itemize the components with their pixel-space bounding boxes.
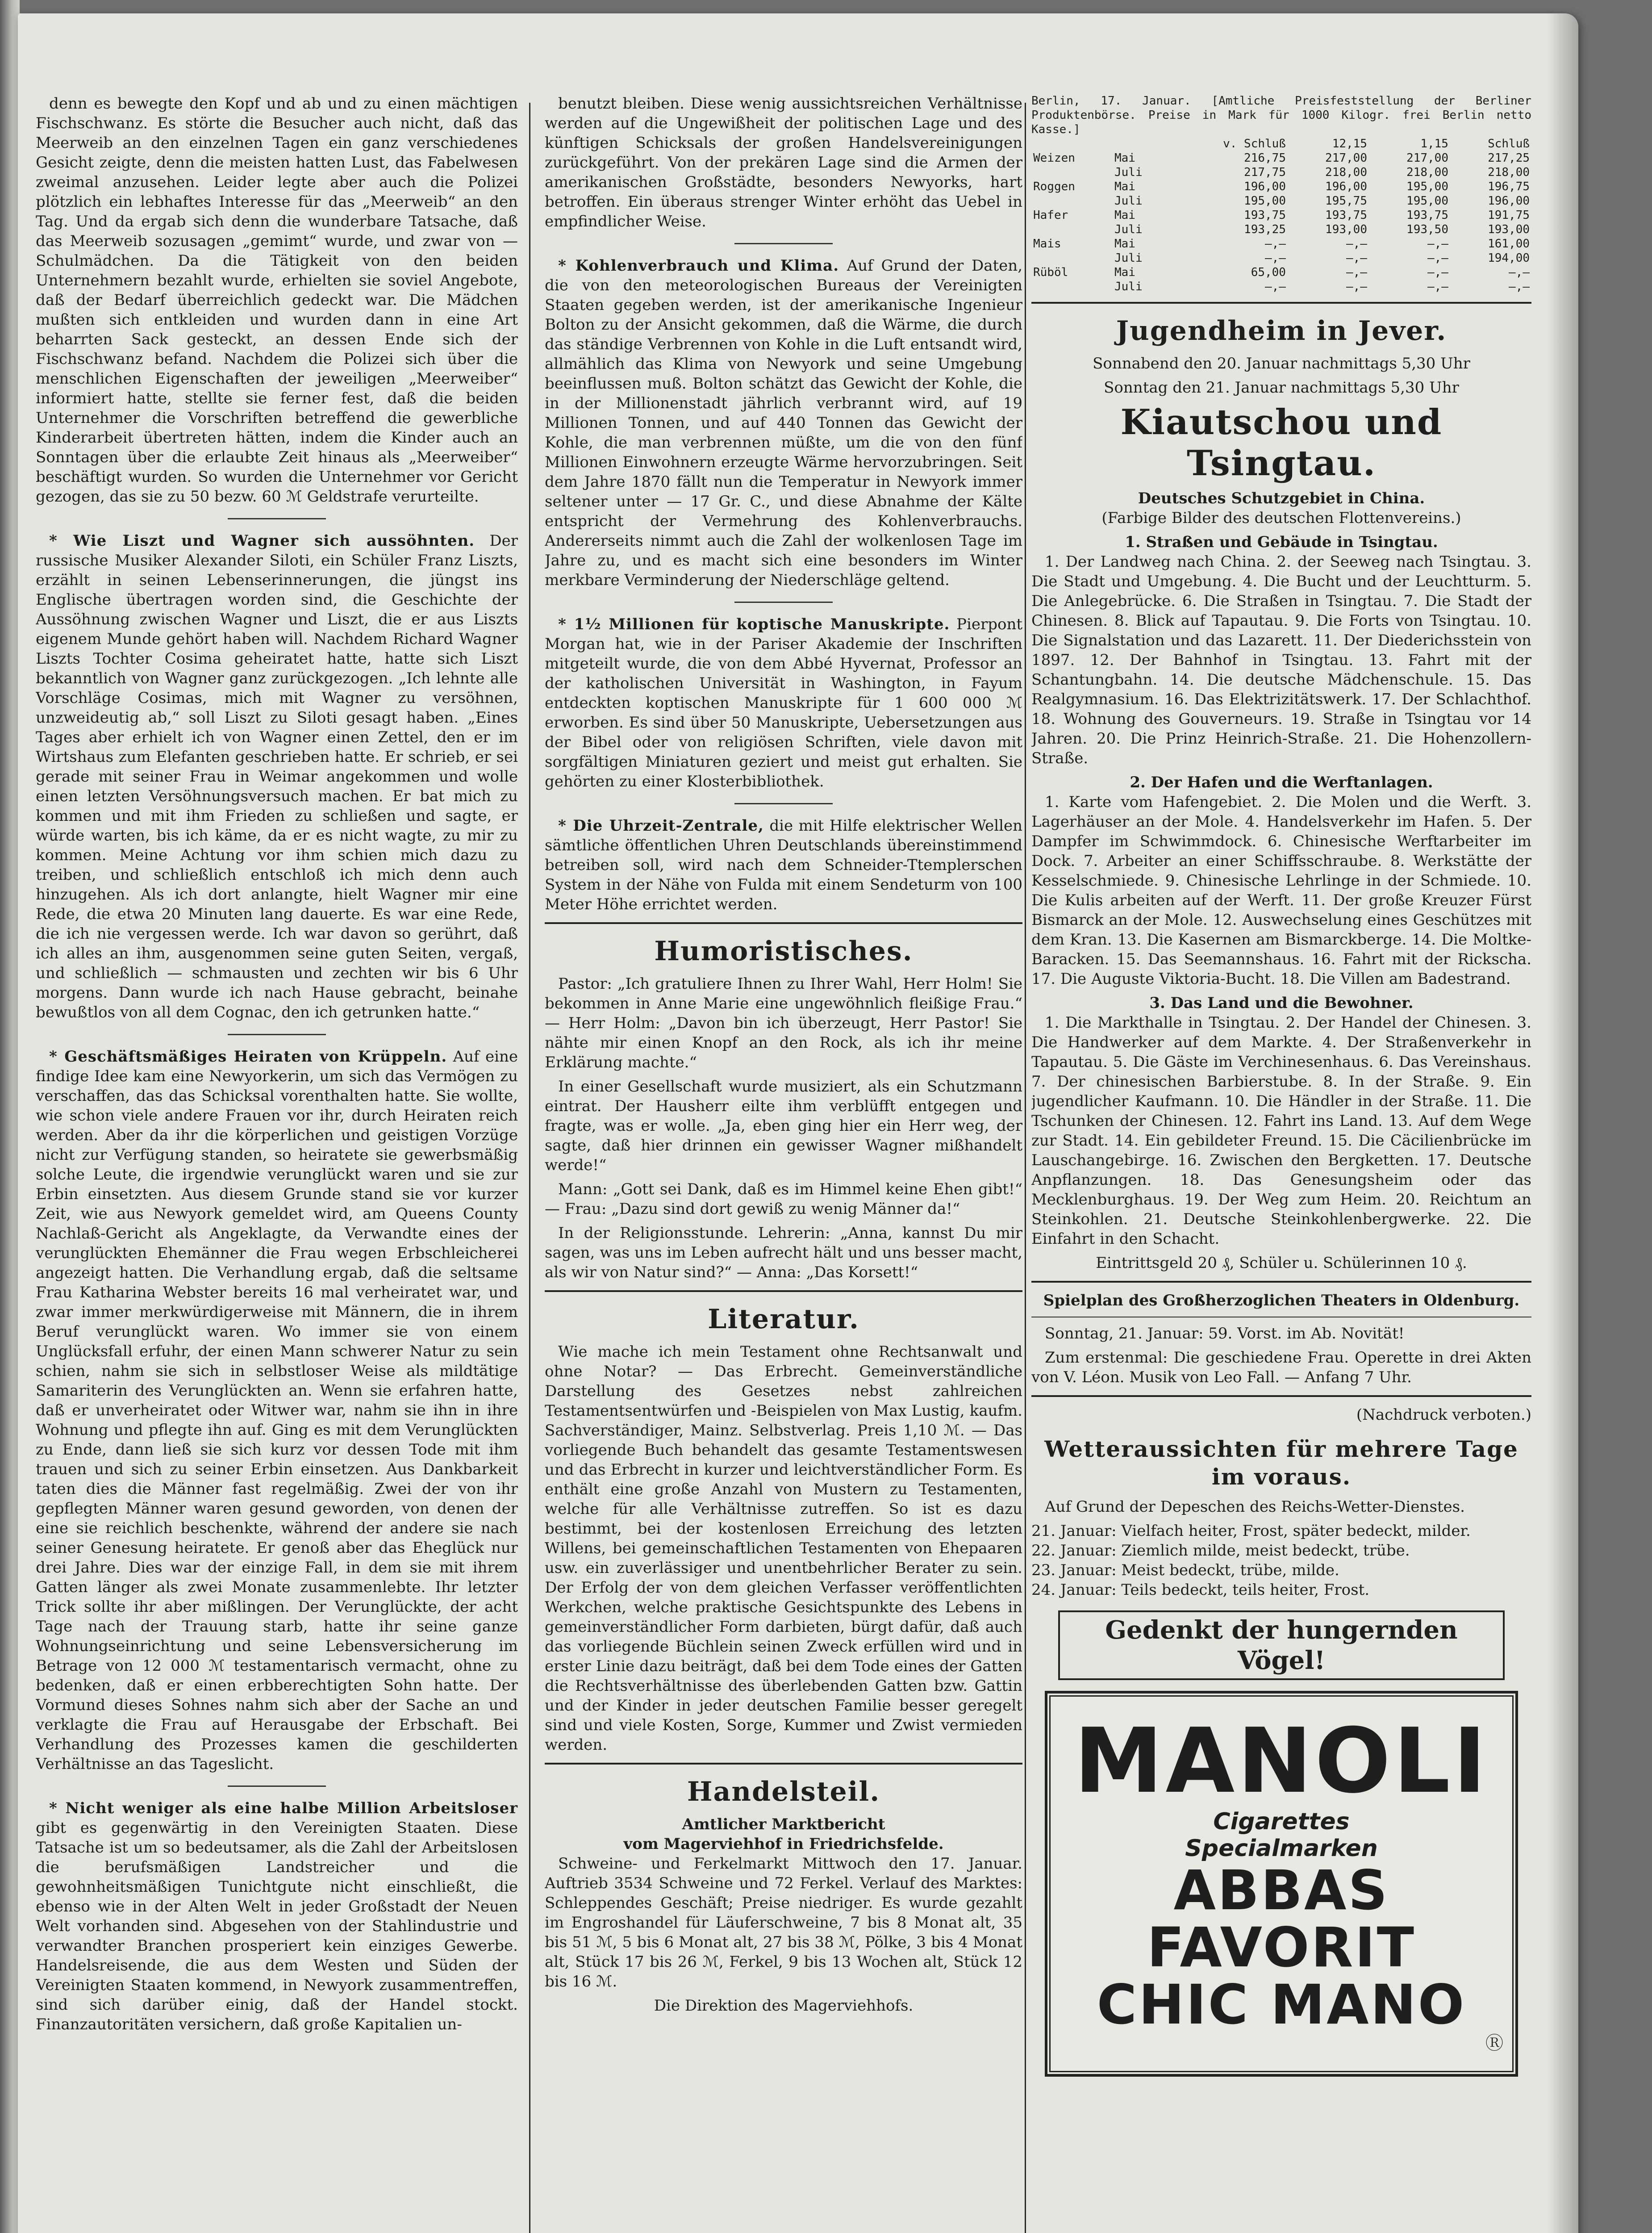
table-header-cell	[1031, 137, 1113, 151]
table-cell: 193,00	[1488, 223, 1530, 236]
ad-brand-variant: ABBAS	[1173, 1859, 1389, 1922]
article-title: * Nicht weniger als eine halbe Million Arbeitsloser	[49, 1799, 518, 1817]
article-separator	[734, 602, 833, 603]
youth-home-heading: Jugendheim in Jever.	[1116, 315, 1447, 347]
table-cell: —,—	[1265, 237, 1286, 251]
market-report-title: Amtlicher Marktbericht	[682, 1815, 885, 1833]
table-cell: 193,75	[1325, 209, 1367, 222]
admission-fee: Eintrittsgeld 20 ₰, Schüler u. Schülerinnen 10 ₰.	[1096, 1254, 1467, 1272]
section-rule	[545, 1290, 1022, 1292]
table-cell: 191,75	[1488, 209, 1530, 222]
ad-product-line: Cigarettes	[1213, 1808, 1350, 1835]
market-report-subtitle: vom Magerviehhof in Friedrichsfelde.	[623, 1835, 944, 1853]
table-header-cell: Schluß	[1488, 137, 1530, 151]
market-report-signature: Die Direktion des Magerviehhofs.	[654, 1997, 914, 2015]
table-cell: 195,75	[1325, 194, 1367, 208]
article-separator	[228, 518, 326, 519]
article-paragraph: denn es bewegte den Kopf und ab und zu einen mächtigen Fischschwanz. Es störte die Besucher auch nicht, daß das Meerweib an den einzelnen Tagen ein ganz verschiedenes Gesicht zeigte, denn die meisten hatten Lust, das Fabelwesen zweimal anzusehen. Leider legte aber auch die Polizei plötzlich ein lebhaftes Interesse für das „Meerweib“ an den Tag. Und da ergab sich denn die wunderbare Tatsache, daß das Meerweib sozusagen „gemimt“ wurde, und zwar von — Schulmädchen. Da die Tätigkeit von den beiden Unternehmern bezahlt wurde, erhielten sie soviel Angebote, daß der Bedarf überreichlich gedeckt war. Die Mädchen mußten sich entkleiden und wurden dann in eine Art beharrten Sack gesteckt, an dessen Ende sich der Fischschwanz befand. Nachdem die Polizei sich über die menschlichen Eigenschaften der jeweiligen „Meerweiber“ informiert hatte, stellte sie ferner fest, daß die beiden Unternehmer die Vorschriften betreffend die gewerbliche Kinderarbeit übertreten hätten, indem die Kinder auch an Sonntagen über die erlaubte Zeit hinaus als „Meerweiber“ beschäftigt wurden. So wurden die Unternehmer vor Gericht gezogen, das sie zu 50 bezw. 60 ℳ Geldstrafe verurteilte.	[36, 95, 518, 506]
program-section-text: 1. Die Markthalle in Tsingtau. 2. Der Handel der Chinesen. 3. Die Handwerker auf dem Markte. 4. Der Straßenverkehr in Tapautau. 5. Die Gäste im Verchinesenhaus. 6. Das Vereinshaus. 7. Der chinesischen Barbierstube. 8. In der Straße. 9. Ein jugendlicher Kaufmann. 10. Die Händler in der Straße. 11. Die Tschunken der Chinesen. 12. Fahrt ins Land. 13. Auf dem Wege zur Stadt. 14. Ein gebildeter Freund. 15. Die Cäcilienbrücke im Lauschangebirge. 16. Zwischen den Bergketten. 17. Deutsche Anpflanzungen. 18. Das Genesungsheim oder das Mecklenburghaus. 19. Der Weg zum Heim. 20. Reichtum an Steinkohlen. 21. Deutsche Steinkohlenbergwerke. 22. Die Einfahrt in den Schacht.	[1031, 1014, 1531, 1248]
table-cell: 217,00	[1325, 151, 1367, 165]
table-row	[1031, 237, 1531, 251]
table-cell	[1031, 251, 1113, 265]
table-cell: Mais	[1033, 237, 1061, 251]
column-left	[36, 94, 518, 2233]
article-paragraph	[36, 1047, 518, 1774]
article-title: * 1½ Millionen für koptische Manuskripte.	[558, 615, 950, 633]
table-cell: —,—	[1346, 266, 1367, 279]
article-separator	[734, 803, 833, 804]
weather-line: 23. Januar: Meist bedeckt, trübe, milde.	[1031, 1561, 1339, 1579]
program-section-text: 1. Der Landweg nach China. 2. der Seeweg nach Tsingtau. 3. Die Stadt und Umgebung. 4. Die Bucht und der Leuchtturm. 5. Die Anlegebrücke. 6. Die Straßen in Tsingtau. 7. Die Stadt der Chinesen. 8. Blick auf Tapautau. 9. Die Forts von Tsingtau. 10. Die Signalstation und das Lazarett. 11. Der Diederichsstein von 1897. 12. Der Bahnhof in Tsingtau. 13. Fahrt mit der Schantungbahn. 14. Die deutsche Mädchenschule. 15. Das Realgymnasium. 16. Das Elektrizitätswerk. 17. Der Schlachthof. 18. Wohnung des Gouverneurs. 19. Straße in Tsingtau vor 14 Jahren. 20. Die Prinz Heinrich-Straße. 21. Die Hohenzollern-Straße.	[1031, 553, 1531, 767]
theater-heading: Spielplan des Großherzoglichen Theaters in Oldenburg.	[1043, 1292, 1520, 1309]
table-cell: 193,25	[1244, 223, 1286, 236]
table-cell	[1031, 222, 1113, 237]
article-paragraph: benutzt bleiben. Diese wenig aussichtsreichen Verhältnisse werden auf die Ungewißheit der politischen Lage und des künftigen Schicksals der großen Handelsvereinigungen zurückgeführt. Von der prekären Lage sind die Armen der amerikanischen Großstädte, besonders Newyorks, hart betroffen. Ein überaus strenger Winter erhöht das Uebel in empfindlicher Weise.	[545, 95, 1022, 230]
ad-brand-variant: FAVORIT	[1147, 1916, 1416, 1979]
section-rule	[1031, 302, 1531, 304]
theater-line: Sonntag, 21. Januar: 59. Vorst. im Ab. Novität!	[1045, 1325, 1405, 1342]
theater-line: Zum erstenmal: Die geschiedene Frau. Operette in drei Akten von V. Léon. Musik von Leo Fall. — Anfang 7 Uhr.	[1031, 1349, 1531, 1386]
table-header-row	[1031, 137, 1531, 151]
table-row	[1031, 208, 1531, 222]
event-date: Sonnabend den 20. Januar nachmittags 5,30 Uhr	[1093, 355, 1470, 372]
table-cell: —,—	[1265, 280, 1286, 293]
ad-product-line: Specialmarken	[1185, 1835, 1378, 1862]
article-separator	[228, 1786, 326, 1787]
table-cell: —,—	[1427, 251, 1448, 265]
table-cell: 196,00	[1325, 180, 1367, 193]
humor-paragraph: In der Religionsstunde. Lehrerin: „Anna, kannst Du mir sagen, was uns im Leben aufrecht hält und uns besser macht, als wir von Natur sind?“ — Anna: „Das Korsett!“	[545, 1224, 1022, 1281]
table-cell: 218,00	[1406, 166, 1448, 179]
table-cell: 65,00	[1251, 266, 1286, 279]
table-cell: 193,75	[1406, 209, 1448, 222]
table-cell: 195,00	[1406, 194, 1448, 208]
table-cell: Juli	[1114, 251, 1143, 265]
table-cell: Mai	[1114, 237, 1135, 251]
column-rule	[529, 103, 530, 2233]
table-cell: 193,00	[1325, 223, 1367, 236]
humor-paragraph: In einer Gesellschaft wurde musiziert, als ein Schutzmann eintrat. Der Hausherr eilte ihm verblüfft entgegen und fragte, was er wolle. „Ja, eben ging hier ein Herr weg, der sagte, daß hier drinnen ein gewisser Wagner mißhandelt werde!“	[545, 1078, 1022, 1174]
table-cell: 194,00	[1488, 251, 1530, 265]
table-row	[1031, 222, 1531, 237]
literature-paragraph: Wie mache ich mein Testament ohne Rechtsanwalt und ohne Notar? — Das Erbrecht. Gemeinverständliche Darstellung des Gesetzes nebst zahlreichen Testamentsentwürfen und -Beispielen von Max Lustig, kaufm. Sachverständiger, Mainz. Selbstverlag. Preis 1,10 ℳ. — Das vorliegende Buch behandelt das gesamte Testamentswesen und das Erbrecht in kurzer und leichtverständlicher Form. Es enthält eine große Anzahl von Mustern zu Testamenten, welche für alle Verhältnisse zutreffen. So ist es dazu bestimmt, bei der kostenlosen Erreichung des letzten Willens, bei gemeinschaftlichen Testamenten von Ehepaaren usw. ein zuverlässiger und unentbehrlicher Berater zu sein. Der Erfolg der von dem gleichen Verfasser veröffentlichten Werkchen, welche praktische Gesichtspunkte des Lebens in gemeinverständlicher Form darbieten, bürgt dafür, daß auch das vorliegende Büchlein seinen Zweck erfüllen wird und in erster Linie dazu beiträgt, daß bei dem Tode eines der Gatten die Rechtsverhältnisse des überlebenden Gatten bzw. Gattin und der Kinder in jeder deutschen Familie besser geregelt sind und viele Kosten, Sorge, Kummer und Zwist vermieden werden.	[545, 1343, 1022, 1754]
commodity-price-table	[1031, 137, 1531, 294]
table-cell: Mai	[1114, 266, 1135, 279]
column-right	[1031, 94, 1531, 2233]
table-cell: —,—	[1427, 280, 1448, 293]
table-header-cell: 1,15	[1420, 137, 1448, 151]
article-text: die mit Hilfe elektrischer Wellen sämtliche öffentlichen Uhren Deutschlands übereinstimmend betreiben soll, wird nach dem Schneider-Ttemplerschen System in der Nähe von Fulda mit einem Sendeturm von 100 Meter Höhe errichtet werden.	[545, 817, 1022, 913]
event-date: Sonntag den 21. Januar nachmittags 5,30 Uhr	[1104, 379, 1459, 397]
lecture-note: (Farbige Bilder des deutschen Flottenvereins.)	[1101, 509, 1461, 527]
table-row	[1031, 280, 1531, 294]
table-cell: —,—	[1427, 237, 1448, 251]
column-middle	[545, 94, 1022, 2233]
registered-mark-icon: Ⓡ	[1485, 2033, 1503, 2053]
table-cell: Mai	[1114, 151, 1135, 165]
program-section-heading: 1. Straßen und Gebäude in Tsingtau.	[1125, 533, 1438, 551]
table-cell: 196,75	[1488, 180, 1530, 193]
table-cell: Juli	[1114, 194, 1143, 208]
table-cell: Mai	[1114, 180, 1135, 193]
article-paragraph	[545, 816, 1022, 914]
table-cell	[1031, 280, 1113, 294]
table-row	[1031, 251, 1531, 265]
table-cell: Rüböl	[1033, 266, 1068, 279]
article-text: Auf eine findige Idee kam eine Newyorkerin, um sich das Vermögen zu verschaffen, das das Schicksal vorenthalten hatte. Sie wollte, wie schon viele andere Frauen vor ihr, durch Heiraten reich werden. Aber da ihr die körperlichen und geistigen Vorzüge nicht zur Verfügung standen, so heiratete sie gewerbsmäßig solche Leute, die irgendwie verunglückt waren und sie zur Erbin einsetzten. Aus diesem Grunde stand sie vor kurzer Zeit, wie aus Newyork gemeldet wird, am Queens County Nachlaß-Gericht als Angeklagte, da Verwandte eines der verunglückten Ehemänner die Frau wegen Erbschleicherei angezeigt hatten. Die Verhandlung ergab, daß die seltsame Frau Katharina Webster bereits 16 mal verheiratet war, und zwar immer merkwürdigerweise mit Männern, die in ihrem Beruf verunglückt waren. Wo immer sie von einem Unglücksfall erfuhr, der einen Mann schwerer Natur zu sein schien, nahm sie sich in selbstloser Weise als mildtätige Samariterin des Verunglückten an. Wenn sie erfahren hatte, daß er unverheiratet oder Witwer war, nahm sie ihn in ihre Wohnung und pflegte ihn auf. Ging es mit dem Verunglückten zu Ende, dann ließ sie sich kurz vor dessen Tode mit ihm trauen und sich zu seiner Erbin einsetzen. Aus Dankbarkeit taten dies die Männer fast regelmäßig. Zwei der von ihr gepflegten Männer waren gesund geworden, von denen der eine sie reichlich beschenkte, während der andere sie nach seiner Genesung heiratete. Er genoß aber das Eheglück nur drei Jahre. Dies war der einzige Fall, in dem sie mit ihrem Gatten länger als zwei Monate zusammenlebte. Ihr letzter Trick sollte ihr aber mißlingen. Der Verunglückte, der acht Tage nach der Trauung starb, hatte ihr seine ganze Wohnungseinrichtung und seine Lebensversicherung im Betrage von 12 000 ℳ testamentarisch vermacht, ohne zu bedenken, daß er einen erbberechtigten Sohn hatte. Der Vormund dieses Sohnes nahm sich aber der Sache an und verklagte die Frau auf Herausgabe der Erbschaft. Bei Verhandlung des Prozesses kamen die geschilderten Verhältnisse an das Tageslicht.	[36, 1048, 518, 1773]
section-rule	[1031, 1395, 1531, 1397]
ad-brand-variant: CHIC MANO	[1097, 1973, 1466, 2036]
table-cell: —,—	[1346, 280, 1367, 293]
table-cell: Weizen	[1033, 151, 1075, 165]
table-cell: Juli	[1114, 166, 1143, 179]
table-cell: —,—	[1265, 251, 1286, 265]
weather-intro: Auf Grund der Depeschen des Reichs-Wetter-Dienstes.	[1045, 1498, 1465, 1516]
table-cell: Hafer	[1033, 209, 1068, 222]
table-cell: 161,00	[1488, 237, 1530, 251]
article-paragraph	[36, 1798, 518, 2034]
table-header-cell: v. Schluß	[1223, 137, 1286, 151]
table-cell: Juli	[1114, 280, 1143, 293]
table-row	[1031, 194, 1531, 208]
table-cell: —,—	[1346, 237, 1367, 251]
table-cell	[1031, 165, 1113, 180]
section-rule	[545, 1763, 1022, 1765]
ad-brand-name: MANOLI	[1074, 1709, 1489, 1813]
table-cell: —,—	[1509, 266, 1530, 279]
table-row	[1031, 165, 1531, 180]
article-paragraph	[545, 256, 1022, 590]
table-cell: 218,00	[1488, 166, 1530, 179]
table-cell: Roggen	[1033, 180, 1075, 193]
table-cell: 193,50	[1406, 223, 1448, 236]
bird-notice-box: Gedenkt der hungernden Vögel!	[1058, 1610, 1505, 1680]
table-row	[1031, 265, 1531, 280]
table-row	[1031, 151, 1531, 165]
program-section-heading: 2. Der Hafen und die Werftanlagen.	[1130, 774, 1433, 791]
column-rule	[1025, 103, 1026, 2233]
table-cell	[1031, 194, 1113, 208]
table-cell: 195,00	[1406, 180, 1448, 193]
article-text: Der russische Musiker Alexander Siloti, ein Schüler Franz Liszts, erzählt in seinen Lebenserinnerungen, die jüngst ins Englische übertragen worden sind, die Geschichte der Aussöhnung zwischen Wagner und Liszt, die er aus Liszts eigenem Munde gehört haben will. Nachdem Richard Wagner Liszts Tochter Cosima geheiratet hatte, hatte sich Liszt bekanntlich von Wagner ganz zurückgezogen. „Ich lehnte alle Vorschläge Cosimas, mich mit Wagner zu versöhnen, unzweideutig ab,“ soll Liszt zu Siloti gesagt haben. „Eines Tages aber erhielt ich von Wagner einen Zettel, den er im Wirtshaus zum Elefanten geschrieben hatte. Er schrieb, er sei gerade mit seiner Frau in Weimar angekommen und wolle einen letzten Versöhnungsversuch machen. Er bat mich zu kommen und mit ihm Frieden zu schließen und sagte, er würde warten, bis ich käme, da er es nicht wagte, zu mir zu kommen. Meine Achtung vor ihm schien mich dazu zu treiben, und schließlich entschloß ich mich denn auch hinzugehen. Als ich dort anlangte, hielt Wagner mir eine Rede, die etwa 20 Minuten lang dauerte. Es war eine Rede, die ich nie vergessen werde. Ich war davon so gerührt, daß ich alles an ihm, ausgenommen seine guten Seiten, vergaß, und schließlich — schmausten und zechten wir bis 6 Uhr morgens. Dann wurde ich nach Hause gebracht, beinahe bewußtlos von all dem Cognac, den ich getrunken hatte.“	[36, 532, 518, 1021]
table-cell: 216,75	[1244, 151, 1286, 165]
table-cell: —,—	[1509, 280, 1530, 293]
humor-paragraph: Mann: „Gott sei Dank, daß es im Himmel keine Ehen gibt!“ — Frau: „Dazu sind dort gewiß zu wenig Männer da!“	[545, 1180, 1022, 1218]
article-text: Pierpont Morgan hat, wie in der Pariser Akademie der Inschriften mitgeteilt wurde, die von dem Abbé Hyvernat, Professor an der katholischen Universität in Washington, in Fayum entdeckten koptischen Manuskripte für 1 600 000 ℳ erworben. Es sind über 50 Manuskripte, Uebersetzungen aus der Bibel oder von religiösen Schriften, viele davon mit sorgfältigen Miniaturen geziert und meist gut erhalten. Sie gehörten zu einer Klosterbibliothek.	[545, 615, 1022, 790]
table-header-cell	[1113, 137, 1169, 151]
section-heading-humor: Humoristisches.	[654, 936, 913, 967]
table-cell: 217,00	[1406, 151, 1448, 165]
article-title: * Wie Liszt und Wagner sich aussöhnten.	[49, 532, 475, 550]
commodity-report-header: Berlin, 17. Januar. [Amtliche Preisfeststellung der Berliner Produktenbörse. Preise in Mark für 1000 Kilogr. frei Berlin netto Kasse.]	[1031, 94, 1531, 136]
section-rule	[1031, 1281, 1531, 1283]
table-cell: Juli	[1114, 223, 1143, 236]
program-section-heading: 3. Das Land und die Bewohner.	[1149, 994, 1414, 1012]
table-cell: 196,00	[1244, 180, 1286, 193]
lecture-subtitle: Deutsches Schutzgebiet in China.	[1138, 489, 1425, 507]
reprint-notice: (Nachdruck verboten.)	[1356, 1406, 1531, 1424]
section-heading-literature: Literatur.	[708, 1304, 859, 1335]
weather-heading: Wetteraussichten für mehrere Tage im voraus.	[1044, 1436, 1519, 1490]
table-row	[1031, 180, 1531, 194]
manoli-advertisement	[1045, 1691, 1518, 2077]
article-separator	[734, 243, 833, 244]
weather-line: 24. Januar: Teils bedeckt, teils heiter, Frost.	[1031, 1581, 1370, 1599]
article-title: * Die Uhrzeit-Zentrale,	[558, 817, 764, 835]
advertisement-panel	[1049, 1695, 1514, 2072]
article-title: * Geschäftsmäßiges Heiraten von Krüppeln.	[49, 1048, 447, 1066]
section-rule	[545, 922, 1022, 924]
table-cell: —,—	[1346, 251, 1367, 265]
newspaper-page	[18, 13, 1578, 2233]
table-cell: —,—	[1427, 266, 1448, 279]
program-section-text: 1. Karte vom Hafengebiet. 2. Die Molen und die Werft. 3. Lagerhäuser an der Mole. 4. Handelsverkehr im Hafen. 5. Der Dampfer im Schwimmdock. 6. Chinesische Werftarbeiter im Dock. 7. Arbeiter an einer Schiffsschraube. 8. Werkstätte der Kesselschmiede. 9. Chinesische Lehrlinge in der Schmiede. 10. Die Kulis arbeiten auf der Werft. 11. Der große Kreuzer Fürst Bismarck an der Mole. 12. Auswechselung eines Geschützes mit dem Kran. 13. Die Kasernen am Bismarckberge. 14. Die Moltke-Baracken. 15. Das Seemannshaus. 16. Fahrt mit der Rickscha. 17. Die Auguste Viktoria-Bucht. 18. Die Villen am Badestrand.	[1031, 793, 1531, 988]
article-title: * Kohlenverbrauch und Klima.	[558, 257, 839, 275]
table-cell: 193,75	[1244, 209, 1286, 222]
article-separator	[228, 1034, 326, 1035]
previous-page-edge	[0, 0, 20, 2233]
table-cell: Mai	[1114, 209, 1135, 222]
article-text: Auf Grund der Daten, die von den meteorologischen Bureaus der Vereinigten Staaten gegeben werden, ist der amerikanische Ingenieur Bolton zu der Ansicht gekommen, daß die Wärme, die durch das ständige Verbrennen von Kohle in die Luft entsandt wird, allmählich das Klima von Newyork und seine Umgebung beeinflussen muß. Bolton schätzt das Gewicht der Kohle, die in der Millionenstadt jährlich verbrannt wird, auf 19 Millionen Tonnen, und auf 440 Tonnen das Gewicht der Kohle, die man verbrennen müßte, um die von den fünf Millionen Einwohnern erzeugte Wärme hervorzubringen. Seit dem Jahre 1870 fällt nun die Temperatur in Newyork immer seltener unter — 17 Gr. C., und diese Abnahme der Kälte entspricht der Vermehrung des Kohlenverbrauchs. Andererseits nimmt auch die Zahl der wolkenlosen Tage im Jahre zu, und es macht sich eine besonders im Winter merkbare Verminderung der Niederschläge geltend.	[545, 257, 1022, 589]
humor-paragraph: Pastor: „Ich gratuliere Ihnen zu Ihrer Wahl, Herr Holm! Sie bekommen in Anne Marie eine ungewöhnlich fleißige Frau.“ — Herr Holm: „Davon bin ich überzeugt, Herr Pastor! Sie nähte mir einen Knopf an den Rock, als ich ihr meine Erklärung machte.“	[545, 975, 1022, 1071]
table-cell: 195,00	[1244, 194, 1286, 208]
table-cell: 196,00	[1488, 194, 1530, 208]
section-heading-trade: Handelsteil.	[687, 1776, 880, 1807]
weather-line: 22. Januar: Ziemlich milde, meist bedeckt, trübe.	[1031, 1542, 1410, 1560]
table-cell: 217,75	[1244, 166, 1286, 179]
table-cell: 218,00	[1325, 166, 1367, 179]
market-report-text: Schweine- und Ferkelmarkt Mittwoch den 17. Januar. Auftrieb 3534 Schweine und 72 Ferkel. Verlauf des Marktes: Schleppendes Geschäft; Preise niedriger. Es wurde gezahlt im Engroshandel für Läuferschweine, 7 bis 8 Monat alt, 35 bis 51 ℳ, 5 bis 6 Monat alt, 27 bis 38 ℳ, Pölke, 3 bis 4 Monat alt, Stück 17 bis 26 ℳ, Ferkel, 9 bis 13 Wochen alt, Stück 12 bis 16 ℳ.	[545, 1855, 1022, 1990]
table-cell: 217,25	[1488, 151, 1530, 165]
article-paragraph	[545, 615, 1022, 791]
weather-line: 21. Januar: Vielfach heiter, Frost, später bedeckt, milder.	[1031, 1522, 1471, 1540]
weather-forecast-list	[1031, 1521, 1531, 1600]
article-paragraph	[36, 531, 518, 1022]
table-header-cell: 12,15	[1332, 137, 1367, 151]
article-text: gibt es gegenwärtig in den Vereinigten Staaten. Diese Tatsache ist um so bedeutsamer, als die Zahl der Arbeitslosen die berufsmäßigen Landstreicher und die gewohnheitsmäßigen Tunichtgute nicht einschließt, die ebenso wie in der Alten Welt in jeder Großstadt der Neuen Welt vorhanden sind. Abgesehen von der Stahlindustrie und verwandter Branchen prosperiert kein einziges Gewerbe. Handelsreisende, die aus dem Westen und Süden der Vereinigten Staaten kommend, in Newyork zusammentreffen, sind sich darüber einig, daß der Handel stockt. Finanzautoritäten versichern, daß große Kapitalien un-	[36, 1819, 518, 2033]
lecture-title: Kiautschou und Tsingtau.	[1120, 402, 1443, 484]
page-curl-shadow	[1547, 13, 1578, 2233]
